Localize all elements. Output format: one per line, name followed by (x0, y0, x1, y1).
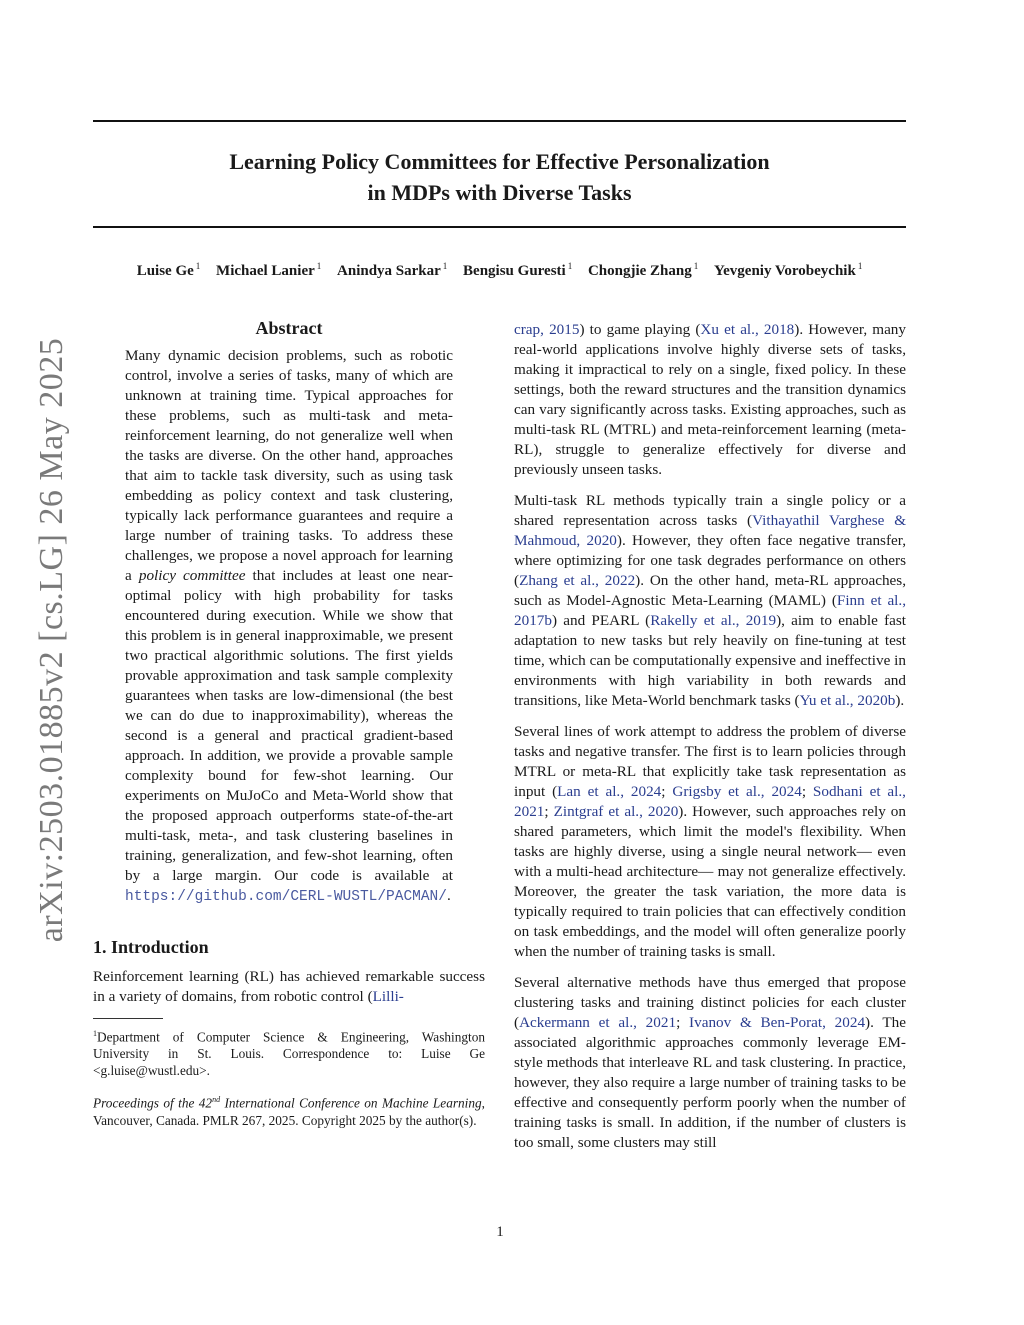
citation-link[interactable]: Yu et al., 2020b (799, 692, 896, 709)
citation-link[interactable]: Rakelly et al., 2019 (650, 612, 777, 629)
body-paragraph: Several alternative methods have thus emerged that propose clustering tasks and training distinct policies for each cluster (Ackermann et al., 2021; Ivanov & Ben-Porat, 2024). The associated algorithmic approaches commonly leverage EM-style methods that interleave RL and task clustering. In practice, however, they also require a large number of training tasks to be effective and consequently perform poorly when the number of training tasks is small. In addition, if the number of clusters is too small, some clusters may still (514, 974, 906, 1151)
left-column (93, 318, 485, 1141)
proceedings-footnote: Proceedings of the 42nd International Conference on Machine Learning, Vancouver, Canada. PMLR 267, 2025. Copyright 2025 by the author(s). (93, 1095, 485, 1128)
abstract-emphasis: policy committee (138, 567, 246, 584)
citation-link[interactable]: Zintgraf et al., 2020 (553, 803, 679, 820)
title-line-1: Learning Policy Committees for Effective Personalization (229, 149, 770, 174)
author: Anindya Sarkar $^1$ (337, 261, 448, 279)
citation-link[interactable]: Lan et al., 2024 (557, 783, 662, 800)
paper-title (93, 146, 906, 208)
footnotes (93, 1025, 485, 1129)
citation-link[interactable]: crap, 2015 (514, 321, 580, 338)
body-paragraph: Several lines of work attempt to address the problem of diverse tasks and negative transfer. The first is to learn policies through MTRL or meta-RL that explicitly take task representation as input (Lan et al., 2024; Grigsby et al., 2024; Sodhani et al., 2021; Zintgraf et al., 2020). However, such approaches rely on shared parameters, which limit the model's flexibility. When tasks are highly diverse, using a single neural network— even with a multi-head architecture— may not generalize effectively. Moreover, the greater the task variation, the more data is typically required to train policies that can effectively condition on task embeddings, and the model will often generalize poorly when the number of training tasks is small. (514, 723, 906, 960)
author: Yevgeniy Vorobeychik $^1$ (713, 261, 863, 279)
abstract-heading: Abstract (255, 318, 323, 338)
citation-link[interactable]: Vithayathil Varghese & Mahmoud, 2020 (514, 512, 907, 549)
title-bottom-rule (93, 226, 906, 228)
citation-link[interactable]: Sodhani et al., 2021 (514, 783, 906, 820)
citation-link[interactable]: Grigsby et al., 2024 (672, 783, 802, 800)
citation-link[interactable]: Ivanov & Ben-Porat, 2024 (689, 1014, 866, 1031)
citation-link[interactable]: Finn et al., 2017b (514, 592, 906, 629)
body-paragraph: Multi-task RL methods typically train a single policy or a shared representation across tasks (Vithayathil Varghese & Mahmoud, 2020). However, they often face negative transfer, where optimizing for one task degrades performance on others (Zhang et al., 2022). On the other hand, meta-RL approaches, such as Model-Agnostic Meta-Learning (MAML) (Finn et al., 2017b) and PEARL (Rakelly et al., 2019), aim to enable fast adaptation to new tasks but rely heavily on fine-tuning at test time, which can be computationally expensive and ineffective in environments with high variability in both rewards and transitions, like Meta-World benchmark tasks (Yu et al., 2020b). (514, 492, 907, 709)
page-number: 1 (496, 1224, 504, 1240)
abstract-text: Many dynamic decision problems, such as robotic control, involve a series of tasks, many of which are unknown at training time. Typical approaches for these problems, such as multi-task and meta-reinforcement learning, do not generalize well when the tasks are diverse. On the other hand, approaches that aim to tackle task diversity, such as using task embedding as policy context and task clustering, typically lack performance guarantees and require a large number of training tasks. To address these challenges, we propose a novel approach for learning a policy committee that includes at least one near-optimal policy with high probability for tasks encountered during execution. While we show that this problem is in general inapproximable, we present two practical algorithmic solutions. The first yields provable approximation and task sample complexity guarantees when tasks are low-dimensional (the best we can do due to inapproximability), whereas the second is a general and practical gradient-based approach. In addition, we provide a provable sample complexity bound for few-shot learning. Our experiments on MuJoCo and Meta-World show that the proposed approach outperforms state-of-the-art multi-task, meta-, and task clustering baselines in training, generalization, and few-shot learning, often by a large margin. Our code is available at https://github.com/CERL-WUSTL/PACMAN/. (125, 347, 454, 905)
author: Chongjie Zhang $^1$ (587, 261, 699, 279)
author: Michael Lanier $^1$ (216, 261, 322, 279)
title-line-2: in MDPs with Diverse Tasks (367, 180, 632, 205)
body-paragraph: crap, 2015) to game playing (Xu et al., 2018). However, many real-world applications involve highly diverse sets of tasks, making it impractical to rely on a single, fixed policy. In these settings, both the reward structures and the transition dynamics can vary significantly across tasks. Existing approaches, such as multi-task RL (MTRL) and meta-reinforcement learning (meta-RL), struggle to generalize effectively for diverse and previously unseen tasks. (514, 321, 906, 478)
affiliation-footnote: $^1$Department of Computer Science & Engineering, Washington University in St. Louis. Correspondence to: Luise Ge <g.luise@wustl.edu>. (93, 1029, 485, 1079)
author: Luise Ge $^1$ (136, 261, 201, 279)
author-list (93, 261, 906, 280)
citation-link[interactable]: Ackermann et al., 2021 (519, 1014, 677, 1031)
title-top-rule (93, 120, 906, 122)
citation-link[interactable]: Xu et al., 2018 (700, 321, 795, 338)
citation-link[interactable]: Zhang et al., 2022 (519, 572, 636, 589)
code-link[interactable]: https://github.com/CERL-WUSTL/PACMAN/ (125, 889, 447, 905)
intro-heading: 1. Introduction (93, 937, 209, 957)
footnote-rule (93, 1018, 163, 1019)
abstract-section (125, 318, 453, 907)
citation-link[interactable]: Lilli- (372, 988, 404, 1005)
intro-paragraph: Reinforcement learning (RL) has achieved remarkable success in a variety of domains, from robotic control (Lilli- (93, 968, 485, 1005)
arxiv-identifier[interactable]: arXiv:2503.01885v2 [cs.LG] 26 May 2025 (33, 337, 70, 943)
right-column (514, 320, 906, 1164)
author: Bengisu Guresti $^1$ (463, 261, 573, 279)
